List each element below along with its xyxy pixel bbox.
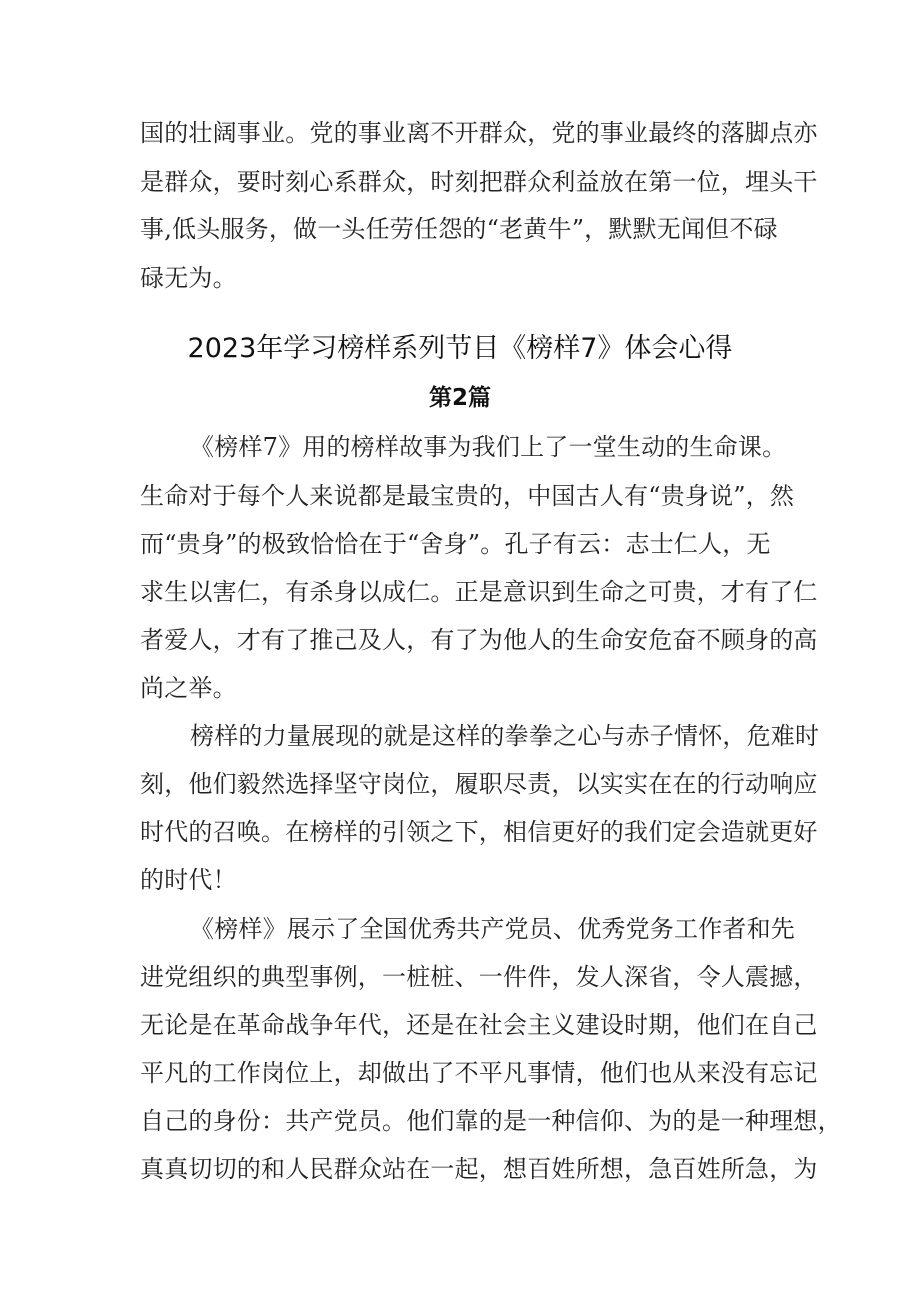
paragraph-line: 生命对于每个人来说都是最宝贵的，中国古人有“贵身说”，然 <box>140 482 795 510</box>
paragraph-line: 求生以害仁，有杀身以成仁。正是意识到生命之可贵，才有了仁 <box>140 578 818 606</box>
paragraph-line: 平凡的工作岗位上，却做出了不平凡事情，他们也从来没有忘记 <box>140 1059 818 1087</box>
paragraph-line: 刻，他们毅然选择坚守岗位，履职尽责，以实实在在的行动响应 <box>140 770 818 798</box>
paragraph-line: 榜样的力量展现的就是这样的拳拳之心与赤子情怀，危难时 <box>190 722 820 750</box>
text-line: 是群众，要时刻心系群众，时刻把群众利益放在第一位，埋头干 <box>140 168 818 196</box>
paragraph-line: 无论是在革命战争年代，还是在社会主义建设时期，他们在自己 <box>140 1011 818 1039</box>
paragraph-line: 《榜样7》用的榜样故事为我们上了一堂生动的生命课。 <box>190 433 787 461</box>
paragraph-line: 真真切切的和人民群众站在一起，想百姓所想，急百姓所急，为 <box>140 1155 818 1183</box>
paragraph-line: 而“贵身”的极致恰恰在于“舍身”。孔子有云：志士仁人，无 <box>140 530 771 558</box>
paragraph-line: 进党组织的典型事例，一桩桩、一件件，发人深省，令人震撼， <box>140 963 818 991</box>
text-line: 碌无为。 <box>140 264 237 292</box>
text-line: 国的壮阔事业。党的事业离不开群众，党的事业最终的落脚点亦 <box>140 119 818 147</box>
paragraph-line: 尚之举。 <box>140 674 237 702</box>
document-title: 2023年学习榜样系列节目《榜样7》体会心得 <box>187 333 733 364</box>
paragraph-line: 的时代！ <box>140 866 237 894</box>
section-subtitle: 第2篇 <box>428 385 491 411</box>
paragraph-line: 《榜样》展示了全国优秀共产党员、优秀党务工作者和先 <box>190 915 795 943</box>
paragraph-line: 者爱人，才有了推己及人，有了为他人的生命安危奋不顾身的高 <box>140 626 818 654</box>
text-line: 事,低头服务，做一头任劳任怨的“老黄牛”，默默无闻但不碌 <box>140 215 778 243</box>
paragraph-line: 时代的召唤。在榜样的引领之下，相信更好的我们定会造就更好 <box>140 818 818 846</box>
paragraph-line: 自己的身份：共产党员。他们靠的是一种信仰、为的是一种理想， <box>140 1107 842 1135</box>
